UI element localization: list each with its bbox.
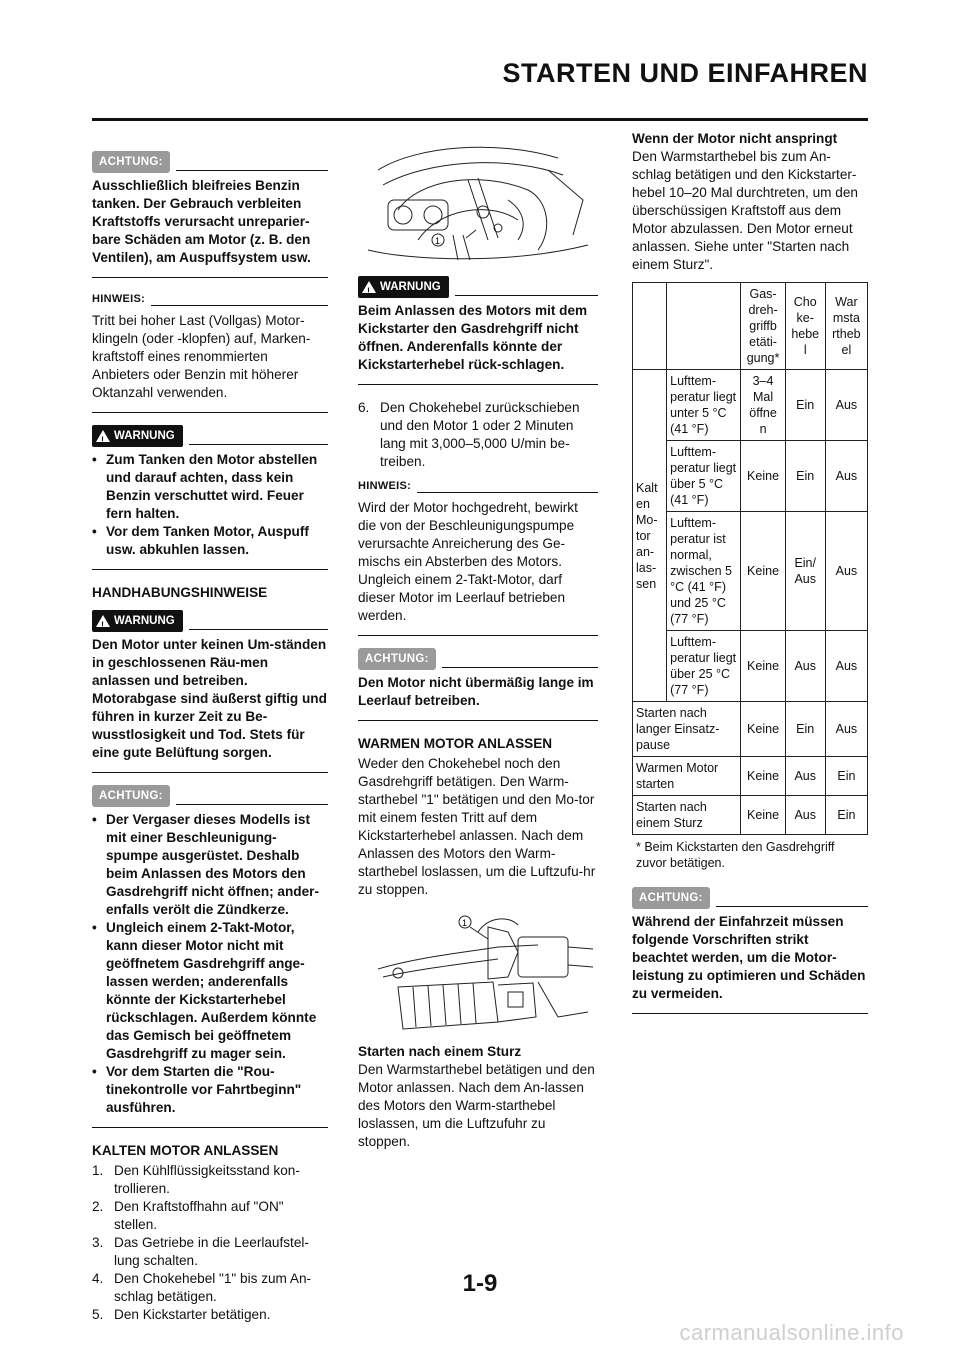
table-cell: Aus: [825, 441, 867, 512]
table-row: [633, 796, 868, 835]
achtung-list-2: [92, 811, 328, 1117]
table-row: [633, 702, 868, 757]
header-cell: Gas-dreh-griffb etäti-gung*: [741, 283, 785, 370]
list-item: 6. Den Chokehebel zurückschieben und den Motor 1 oder 2 Minuten lang mit 3,000–5,000 U/min be-treiben.: [358, 400, 580, 469]
starting-table: [632, 282, 868, 835]
achtung-badge: ACHTUNG:: [92, 785, 170, 807]
steps-list-continued: [358, 399, 598, 471]
table-cell: Lufttem-peratur liegt über 25 °C (77 °F): [667, 631, 741, 702]
warnung-badge: ! WARNUNG: [92, 610, 183, 632]
list-item: 4. Den Chokehebel "1" bis zum An-schlag betätigen.: [92, 1271, 312, 1304]
table-cell: 3–4 Mal öffne n: [741, 370, 785, 441]
list-item: 3. Das Getriebe in die Leerlaufstel-lung schalten.: [92, 1235, 309, 1268]
table-cell: Ein: [825, 796, 867, 835]
table-row: [633, 283, 868, 370]
table-cell: Aus: [825, 370, 867, 441]
table-row: [633, 757, 868, 796]
page-number: 1-9: [462, 1270, 498, 1297]
table-cell: Aus: [825, 512, 867, 631]
column-2: [358, 140, 598, 1151]
table-cell: Starten nach einem Sturz: [633, 796, 741, 835]
not-start-text: Den Warmstarthebel bis zum An-schlag betätigen und den Kickstarter-hebel 10–20 Mal durchtreten, um den überschüssigen Kraftstoff aus dem Motor abzulassen. Den Motor erneut anlassen. Siehe unter "Starten nach einem Sturz".: [632, 149, 858, 272]
warning-triangle-icon: [96, 430, 110, 442]
header-cell: Cho ke-hebe l: [785, 283, 825, 370]
table-cell: Keine: [741, 796, 785, 835]
table-cell: Starten nach langer Einsatz-pause: [633, 702, 741, 757]
achtung-badge: ACHTUNG:: [92, 151, 170, 173]
warning-triangle-icon: [362, 281, 376, 293]
column-1: [92, 143, 328, 1324]
table-cell: Aus: [825, 631, 867, 702]
hinweis-label: [358, 475, 598, 495]
table-cell: Aus: [825, 702, 867, 757]
table-row: [633, 441, 868, 512]
callout-number: 1: [462, 918, 468, 928]
achtung-badge: ACHTUNG:: [632, 887, 710, 909]
achtung-text-1: Ausschließlich bleifreies Benzin tanken. Der Gebrauch verbleiten Kraftstoffs verursacht unreparier-bare Schäden am Motor (z. B. den Ventilen), am Auspuffsystem usw.: [92, 178, 311, 265]
list-item: 1. Den Kühlflüssigkeitsstand kon-trollieren.: [92, 1163, 300, 1196]
table-cell: Ein: [785, 441, 825, 512]
list-item: 2. Den Kraftstoffhahn auf "ON" stellen.: [92, 1199, 284, 1232]
list-item: • Vor dem Tanken Motor, Auspuff usw. abkuhlen lassen.: [92, 523, 328, 559]
list-item: • Der Vergaser dieses Modells ist mit einer Beschleunigung-spumpe ausgerüstet. Deshalb beim Anlassen des Motors den Gasdrehgriff nicht öffnen; ander-enfalls verölt die Zündkerze.: [92, 811, 328, 919]
table-cell: Lufttem-peratur liegt über 5 °C (41 °F): [667, 441, 741, 512]
handlebar-illustration: [358, 907, 598, 1037]
table-cell: Ein: [785, 370, 825, 441]
table-cell: Lufttem-peratur ist normal, zwischen 5 °C (41 °F) und 25 °C (77 °F): [667, 512, 741, 631]
title-rule: [92, 118, 868, 121]
list-item: 5. Den Kickstarter betätigen.: [92, 1307, 271, 1322]
engine-choke-drawing: [358, 140, 598, 268]
achtung-text: Den Motor nicht übermäßig lange im Leerlauf betreiben.: [358, 675, 594, 708]
warnung-label: [358, 278, 598, 298]
list-item: • Ungleich einem 2-Takt-Motor, kann dieser Motor nicht mit geöffnetem Gasdrehgriff ange-lassen werden; anderenfalls könnte der Kickstarterhebel rückschlagen. Außerdem könnte das Gemisch bei geöffnetem Gasdrehgriff zu mager sein.: [92, 919, 328, 1063]
achtung-badge: ACHTUNG:: [358, 648, 436, 670]
table-row: [633, 512, 868, 631]
hinweis-badge: HINWEIS:: [92, 293, 146, 305]
table-cell: Keine: [741, 441, 785, 512]
achtung-label: [92, 153, 328, 173]
hinweis-label: [92, 288, 328, 308]
sturz-heading: Starten nach einem Sturz: [358, 1044, 522, 1059]
section-heading-warmen-motor: WARMEN MOTOR ANLASSEN: [358, 736, 553, 751]
table-row: [633, 631, 868, 702]
achtung-text: Während der Einfahrzeit müssen folgende Vorschriften strikt beachtet werden, um die Motor-leistung zu optimieren und Schäden zu vermeiden.: [632, 914, 866, 1001]
list-item: • Vor dem Starten die "Rou-tinekontrolle vor Fahrtbeginn" ausführen.: [92, 1063, 328, 1117]
steps-list: [92, 1162, 328, 1324]
table-cell: Keine: [741, 702, 785, 757]
warmen-motor-text: Weder den Chokehebel noch den Gasdrehgriff betätigen. Den Warm-starthebel "1" betätigen und den Mo-tor mit einem festen Tritt auf dem Kickstarterhebel anlassen. Nach dem Anlassen des Motors den Warm-starthebel loslassen, um die Luftzufu-hr zu stoppen.: [358, 756, 596, 897]
table-row: [633, 370, 868, 441]
sturz-text: Den Warmstarthebel betätigen und den Motor anlassen. Nach dem An-lassen des Motors den Warm-starthebel loslassen, um die Luftzufuhr zu stoppen.: [358, 1062, 595, 1149]
warnung-text-2: Den Motor unter keinen Um-ständen in geschlossenen Räu-men anlassen und betreiben. Motorabgase sind äußerst giftig und führen in kurzer Zeit zu Be-wusstlosigkeit und Tod. Stets für eine gute Belüftung sorgen.: [92, 637, 327, 760]
table-cell: Keine: [741, 631, 785, 702]
page-title: STARTEN UND EINFAHREN: [502, 58, 868, 88]
column-3: [632, 130, 868, 1028]
list-item: • Zum Tanken den Motor abstellen und darauf achten, dass kein Benzin verschuttet wird. Feuer fern halten.: [92, 451, 328, 523]
warnung-badge: ! WARNUNG: [358, 276, 449, 298]
kalt-label-cell: Kalt en Mo-tor an-las-sen: [633, 370, 667, 702]
table-cell: Aus: [785, 757, 825, 796]
warnung-badge: ! WARNUNG: [92, 425, 183, 447]
callout-number: 1: [435, 236, 441, 246]
warning-triangle-icon: [96, 615, 110, 627]
table-cell: Ein: [785, 702, 825, 757]
warnung-list-1: [92, 451, 328, 559]
not-start-heading: Wenn der Motor nicht anspringt: [632, 131, 838, 146]
table-cell: Lufttem-peratur liegt unter 5 °C (41 °F): [667, 370, 741, 441]
achtung-label: [358, 650, 598, 670]
choke-illustration: [358, 140, 598, 268]
warnung-text: Beim Anlassen des Motors mit dem Kickstarter den Gasdrehgriff nicht öffnen. Anderenfalls könnte der Kickstarterhebel rück-schlagen.: [358, 303, 588, 372]
table-cell: Keine: [741, 757, 785, 796]
table-cell: Keine: [741, 512, 785, 631]
table-cell: Aus: [785, 796, 825, 835]
hinweis-text: Wird der Motor hochgedreht, bewirkt die von der Beschleunigungspumpe verursachte Anreicherung des Ge-mischs ein Absterben des Motors. Ungleich einem 2-Takt-Motor, darf dieser Motor im Leerlauf betrieben werden.: [358, 500, 578, 623]
table-cell: Aus: [785, 631, 825, 702]
hinweis-badge: HINWEIS:: [358, 480, 412, 492]
warnung-label: [92, 612, 328, 632]
section-heading-handhabung: HANDHABUNGSHINWEISE: [92, 585, 268, 600]
table-footnote: * Beim Kickstarten den Gasdrehgriff zuvor betätigen.: [636, 840, 835, 870]
achtung-label: [632, 889, 868, 909]
table-cell: Ein: [825, 757, 867, 796]
table-cell: Warmen Motor starten: [633, 757, 741, 796]
header-cell: War msta rtheb el: [825, 283, 867, 370]
achtung-label: [92, 787, 328, 807]
warnung-label: [92, 427, 328, 447]
warmstart-lever-drawing: [358, 907, 598, 1037]
hinweis-text-1: Tritt bei hoher Last (Vollgas) Motor-klingeln (oder -klopfen) auf, Marken-kraftstoff eines renommierten Anbieters oder Benzin mit höherer Oktanzahl verwenden.: [92, 313, 311, 400]
table-cell: Ein/ Aus: [785, 512, 825, 631]
section-heading-kalten-motor: KALTEN MOTOR ANLASSEN: [92, 1143, 279, 1158]
watermark: carmanualsonline.info: [679, 1320, 904, 1345]
